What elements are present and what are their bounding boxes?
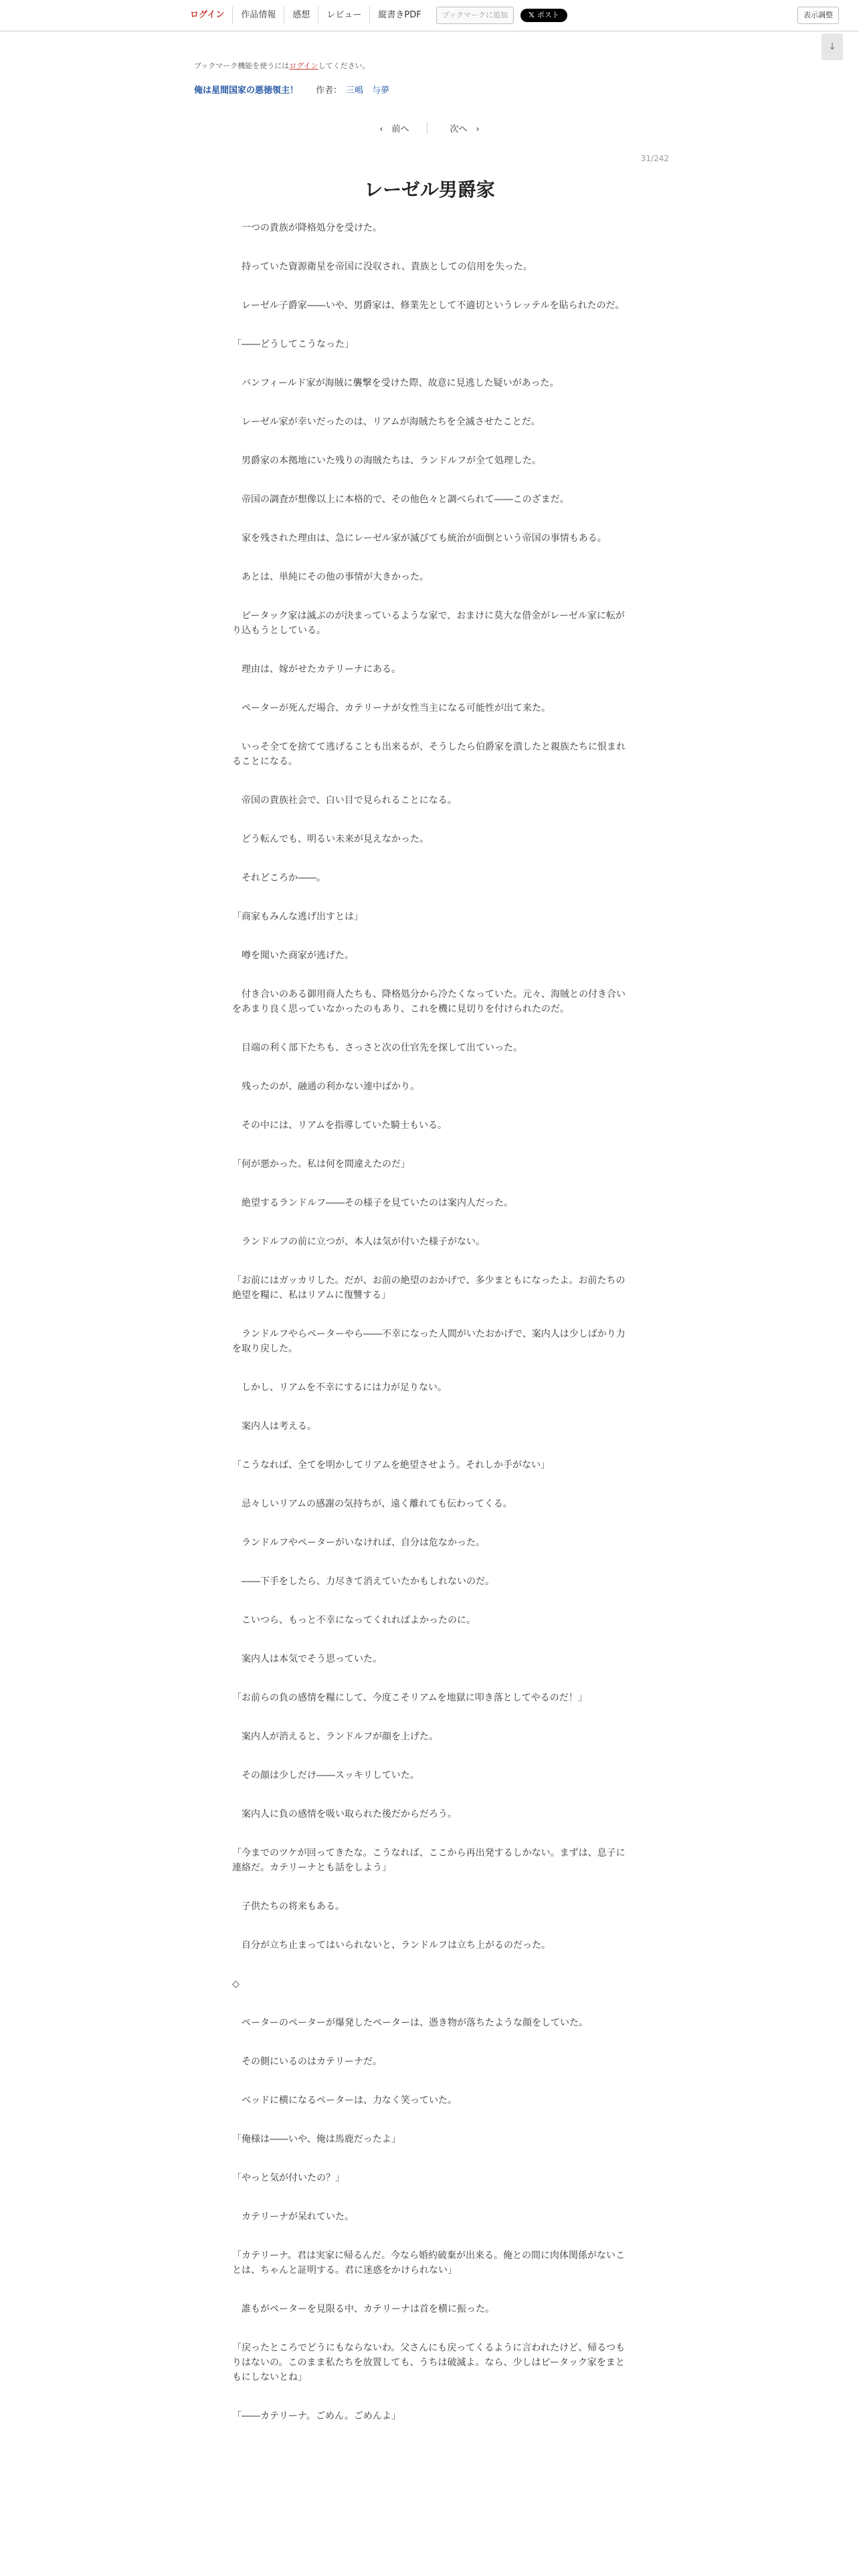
chapter-body [232, 221, 629, 2448]
body-paragraph: 付き合いのある御用商人たちも、降格処分から冷たくなっていた。元々、海賊との付き合いをあまり良く思っていなかったのもあり、これを機に見切りを付けられたのだ。 [232, 989, 626, 1014]
body-paragraph: 「――どうしてこうなった」 [232, 339, 354, 350]
body-paragraph: 案内人は本気でそう思っていた。 [232, 1654, 382, 1665]
review-link[interactable]: レビュー [318, 7, 369, 24]
add-bookmark-button[interactable]: ブックマークに追加 [436, 7, 514, 24]
chapter-pager [0, 122, 859, 134]
body-paragraph: ピータック家は滅ぶのが決まっているような家で、おまけに莫大な借金がレーゼル家に転がり込もうとしている。 [232, 611, 625, 636]
body-paragraph: レーゼル子爵家――いや、男爵家は、修業先として不適切というレッテルを貼られたのだ。 [232, 300, 625, 311]
body-paragraph: 子供たちの将来もある。 [232, 1901, 345, 1912]
body-paragraph: 「――カテリーナ。ごめん。ごめんよ」 [232, 2411, 401, 2422]
body-paragraph: カテリーナが呆れていた。 [232, 2212, 354, 2222]
body-paragraph: 「俺様は――いや、俺は馬鹿だったよ」 [232, 2134, 401, 2145]
body-paragraph: ペーターのペーターが爆発したペーターは、憑き物が落ちたような顔をしていた。 [232, 2018, 588, 2028]
notice-suffix: してください。 [318, 62, 370, 70]
bookmark-notice [194, 60, 370, 71]
author-link[interactable]: 三嶋 与夢 [346, 86, 390, 96]
notice-login-link[interactable]: ログイン [289, 62, 318, 70]
top-bar [0, 0, 859, 31]
body-paragraph: その顔は少しだけ――スッキリしていた。 [232, 1770, 419, 1781]
body-paragraph: 絶望するランドルフ――その様子を見ていたのは案内人だった。 [232, 1198, 513, 1208]
body-paragraph: 忌々しいリアムの感謝の気持ちが、遠く離れても伝わってくる。 [232, 1499, 512, 1509]
scroll-down-button[interactable] [822, 33, 843, 60]
login-link[interactable]: ログイン [190, 10, 225, 20]
body-paragraph: レーゼル家が幸いだったのは、リアムが海賊たちを全滅させたことだ。 [232, 417, 541, 427]
body-paragraph: 「商家もみんな逃げ出すとは」 [232, 911, 363, 922]
body-paragraph: 帝国の貴族社会で、白い目で見られることになる。 [232, 795, 457, 806]
body-paragraph: 家を残された理由は、急にレーゼル家が滅びても統治が面倒という帝国の事情もある。 [232, 533, 607, 544]
body-paragraph: あとは、単純にその他の事情が大きかった。 [232, 572, 429, 582]
body-paragraph: 自分が立ち止まってはいられないと、ランドルフは立ち上がるのだった。 [232, 1940, 551, 1951]
body-paragraph: ◇ [232, 1979, 240, 1990]
body-paragraph: 持っていた資源衛星を帝国に没収され、貴族としての信用を失った。 [232, 261, 533, 272]
body-paragraph: その中には、リアムを指導していた騎士もいる。 [232, 1120, 448, 1131]
body-paragraph: 噂を聞いた商家が逃げた。 [232, 950, 354, 961]
body-paragraph: 理由は、嫁がせたカテリーナにある。 [232, 664, 401, 675]
prev-chapter-link[interactable]: ‹ 前へ [374, 122, 427, 134]
arrow-down-icon: ↓ [828, 41, 836, 52]
share-label: ポスト [537, 11, 559, 19]
body-paragraph: バンフィールド家が海賊に襲撃を受けた際、故意に見逃した疑いがあった。 [232, 378, 559, 389]
x-share-button[interactable] [520, 9, 567, 22]
author-label: 作者： [316, 86, 343, 96]
page-count: 31/242 [640, 154, 669, 163]
body-paragraph: 目端の利く部下たちも、さっさと次の仕官先を探して出ていった。 [232, 1043, 522, 1053]
body-paragraph: 「戻ったところでどうにもならないわ。父さんにも戻ってくるように言われたけど、帰るつもりはないの。このまま私たちを放置しても、うちは破滅よ。なら、少しはピータック家をまともにしないとね」 [232, 2343, 626, 2383]
body-paragraph: ベッドに横になるペーターは、力なく笑っていた。 [232, 2095, 457, 2106]
body-paragraph: 一つの貴族が降格処分を受けた。 [232, 223, 382, 233]
body-paragraph: その側にいるのはカテリーナだ。 [232, 2056, 382, 2067]
body-paragraph: しかし、リアムを不幸にするには力が足りない。 [232, 1382, 448, 1393]
body-paragraph: 誰もがペーターを見限る中、カテリーナは首を横に振った。 [232, 2304, 494, 2315]
body-paragraph: いっそ全てを捨てて逃げることも出来るが、そうしたら伯爵家を潰したと親族たちに恨まれることになる。 [232, 742, 626, 767]
body-paragraph: 帝国の調査が想像以上に本格的で、その他色々と調べられて――このざまだ。 [232, 494, 569, 505]
body-paragraph: 「お前らの負の感情を糧にして、今度こそリアムを地獄に叩き落としてやるのだ！」 [232, 1693, 587, 1703]
body-paragraph: こいつら、もっと不幸になってくれればよかったのに。 [232, 1615, 476, 1626]
novel-title-link[interactable]: 俺は星間国家の悪徳領主！ [194, 86, 299, 96]
body-paragraph: ペーターが死んだ場合、カテリーナが女性当主になる可能性が出て来た。 [232, 703, 551, 714]
work-info-link[interactable]: 作品情報 [232, 7, 284, 24]
impressions-link[interactable]: 感想 [284, 7, 318, 24]
header-nav [182, 7, 567, 24]
body-paragraph: どう転んでも、明るい未来が見えなかった。 [232, 834, 429, 845]
body-paragraph: ――下手をしたら、力尽きて消えていたかもしれないのだ。 [232, 1576, 494, 1587]
chapter-title: レーゼル男爵家 [364, 179, 495, 201]
body-paragraph: ランドルフやらペーターやら――不幸になった人間がいたおかげで、案内人は少しばかり力を取り戻した。 [232, 1329, 626, 1354]
body-paragraph: 「カテリーナ。君は実家に帰るんだ。今なら婚約破棄が出来る。俺との間に肉体関係がないことは、ちゃんと証明する。君に迷惑をかけられない」 [232, 2250, 626, 2276]
novel-info [194, 83, 389, 96]
vertical-pdf-link[interactable]: 縦書きPDF [369, 7, 429, 24]
body-paragraph: 「お前にはガッカリした。だが、お前の絶望のおかげで、多少まともになったよ。お前たちの絶望を糧に、私はリアムに復讐する」 [232, 1275, 626, 1301]
body-paragraph: 残ったのが、融通の利かない連中ばかり。 [232, 1081, 419, 1092]
body-paragraph: 「やっと気が付いたの？」 [232, 2173, 345, 2183]
body-paragraph: ランドルフの前に立つが、本人は気が付いた様子がない。 [232, 1237, 485, 1247]
body-paragraph: 「こうなれば、全てを明かしてリアムを絶望させよう。それしか手がない」 [232, 1460, 551, 1471]
body-paragraph: 案内人は考える。 [232, 1421, 316, 1432]
next-chapter-link[interactable]: 次へ › [450, 124, 480, 134]
body-paragraph: それどころか――。 [232, 873, 326, 883]
notice-prefix: ブックマーク機能を使うには [194, 62, 290, 70]
body-paragraph: 男爵家の本拠地にいた残りの海賊たちは、ランドルフが全て処理した。 [232, 455, 541, 466]
body-paragraph: 案内人に負の感情を吸い取られた後だからだろう。 [232, 1809, 457, 1820]
body-paragraph: ランドルフやペーターがいなければ、自分は危なかった。 [232, 1537, 485, 1548]
body-paragraph: 案内人が消えると、ランドルフが顔を上げた。 [232, 1731, 438, 1742]
body-paragraph: 「何が悪かった。私は何を間違えたのだ」 [232, 1159, 410, 1170]
display-settings-button[interactable]: 表示調整 [797, 7, 839, 24]
x-logo-icon: 𝕏 [528, 11, 535, 19]
body-paragraph: 「今までのツケが回ってきたな。こうなれば、ここから再出発するしかない。まずは、息子に連絡だ。カテリーナとも話をしよう」 [232, 1848, 626, 1873]
